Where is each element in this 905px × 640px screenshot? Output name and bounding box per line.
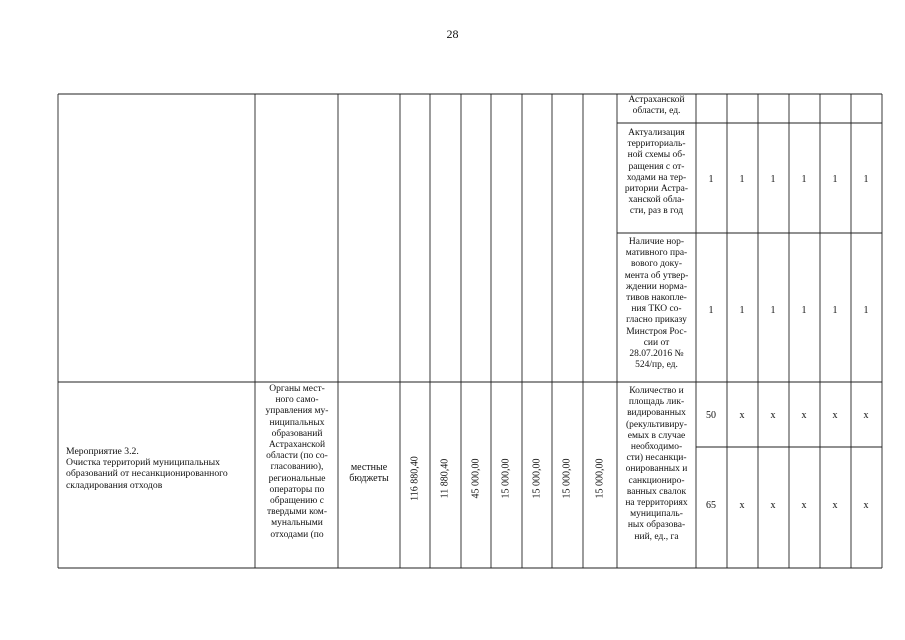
indicator-line: емых в случае (627, 430, 686, 441)
value-cell: 1 (832, 174, 838, 185)
value-cell: 1 (863, 174, 869, 185)
value-cell: 65 (706, 500, 716, 511)
value-cell: х (832, 500, 838, 511)
value-cell: х (739, 500, 745, 511)
value-cell: 1 (739, 305, 745, 316)
indicator-line: тивов накопле- (626, 293, 687, 304)
indicator-line: площадь лик- (628, 397, 685, 408)
executor-line: гласованию), (270, 462, 324, 473)
event-line: образований от несанкционированного (66, 468, 228, 480)
indicator-line: сии от (643, 337, 670, 348)
value-cell: х (832, 410, 838, 421)
indicator-line: вового доку- (630, 259, 683, 270)
indicator-line: ных образова- (627, 520, 686, 531)
indicator-cell-2 (617, 237, 696, 371)
executor-line: управления му- (265, 406, 329, 417)
indicator-line: на территориях (625, 498, 688, 509)
value-cell: 1 (801, 305, 807, 316)
value-cell: 1 (801, 174, 807, 185)
indicator-line: ния ТКО со- (631, 304, 682, 315)
indicator-line: 524/пр, ед. (635, 360, 678, 371)
indicator-line: видированных (627, 408, 686, 419)
amount-year: 11 880,40 (439, 458, 451, 499)
indicator-line: Наличие нор- (628, 237, 685, 247)
value-cell: х (863, 410, 869, 421)
value-cell: 1 (832, 305, 838, 316)
indicator-line: Актуализация (628, 128, 685, 138)
executor-line: образований (271, 428, 323, 439)
value-cell: 1 (708, 305, 714, 316)
executor-line: операторы по (269, 484, 325, 495)
indicator-line: ращения с от- (628, 161, 685, 172)
indicator-line: ной схемы об- (627, 150, 686, 161)
amount-total: 116 880,40 (409, 456, 421, 501)
indicator-line: мативного пра- (625, 248, 688, 259)
value-cell: 1 (863, 305, 869, 316)
event-cell (66, 446, 252, 491)
source-line: местные (350, 462, 388, 473)
indicator-line: необходимо- (630, 442, 683, 453)
indicator-line: области, ед. (632, 106, 681, 117)
executor-cell (256, 384, 338, 541)
event-indicator-cell (617, 386, 696, 543)
amount-year: 15 000,00 (531, 458, 543, 499)
executor-line: ного само- (275, 395, 319, 406)
executor-line: твердыми ком- (267, 507, 327, 518)
indicator-line: гласно приказу (626, 315, 687, 326)
value-cell: х (801, 410, 807, 421)
indicator-line: ханской обла- (628, 195, 685, 206)
indicator-line: ждении норма- (625, 281, 687, 292)
executor-line: отходами (по (270, 529, 324, 540)
indicator-line: 28.07.2016 № (629, 349, 684, 360)
indicator-line: муниципаль- (630, 509, 683, 520)
value-cell: х (770, 500, 776, 511)
amount-year: 15 000,00 (500, 458, 512, 499)
value-cell: х (801, 500, 807, 511)
value-cell: 1 (770, 174, 776, 185)
executor-line: области (по со- (266, 451, 328, 462)
amount-year: 45 000,00 (470, 458, 482, 499)
executor-line: региональные (268, 473, 326, 484)
indicator-cell-0 (617, 95, 696, 117)
value-cell: 1 (770, 305, 776, 316)
value-cell: 1 (739, 174, 745, 185)
funding-source-cell (338, 462, 400, 484)
executor-line: обращению с (270, 496, 324, 507)
indicator-line: санкциониро- (628, 475, 685, 486)
indicator-line: Астраханской (628, 95, 685, 105)
indicator-line: мента об утвер- (624, 270, 689, 281)
indicator-line: онированных и (625, 464, 688, 475)
value-cell: х (739, 410, 745, 421)
indicator-line: Минстроя Рос- (626, 326, 687, 337)
value-cell: 1 (708, 174, 714, 185)
amount-year: 15 000,00 (561, 458, 573, 499)
event-line: складирования отходов (66, 479, 163, 491)
page-number: 28 (446, 27, 459, 41)
executor-line: мунальными (271, 518, 323, 529)
source-line: бюджеты (349, 473, 389, 485)
indicator-line: ний, ед., га (634, 531, 679, 542)
value-cell: х (863, 500, 869, 511)
indicator-line: сти, раз в год (629, 206, 684, 217)
event-title: Мероприятие 3.2. (66, 446, 139, 457)
executor-line: ниципальных (269, 417, 325, 428)
amount-year: 15 000,00 (594, 458, 606, 499)
value-cell: 50 (706, 410, 716, 421)
event-line: Очистка территорий муниципальных (66, 457, 220, 469)
indicator-cell-1 (617, 128, 696, 218)
value-cell: х (770, 410, 776, 421)
indicator-line: Количество и (629, 386, 684, 396)
indicator-line: (рекультивиру- (626, 419, 687, 430)
indicator-line: ванных свалок (626, 486, 687, 497)
indicator-line: ходами на тер- (626, 172, 687, 183)
indicator-line: территориаль- (627, 139, 686, 150)
indicator-line: сти) несанкци- (626, 453, 687, 464)
executor-line: Астраханской (268, 440, 326, 451)
indicator-line: ритории Астра- (624, 184, 689, 195)
executor-line: Органы мест- (269, 384, 325, 394)
